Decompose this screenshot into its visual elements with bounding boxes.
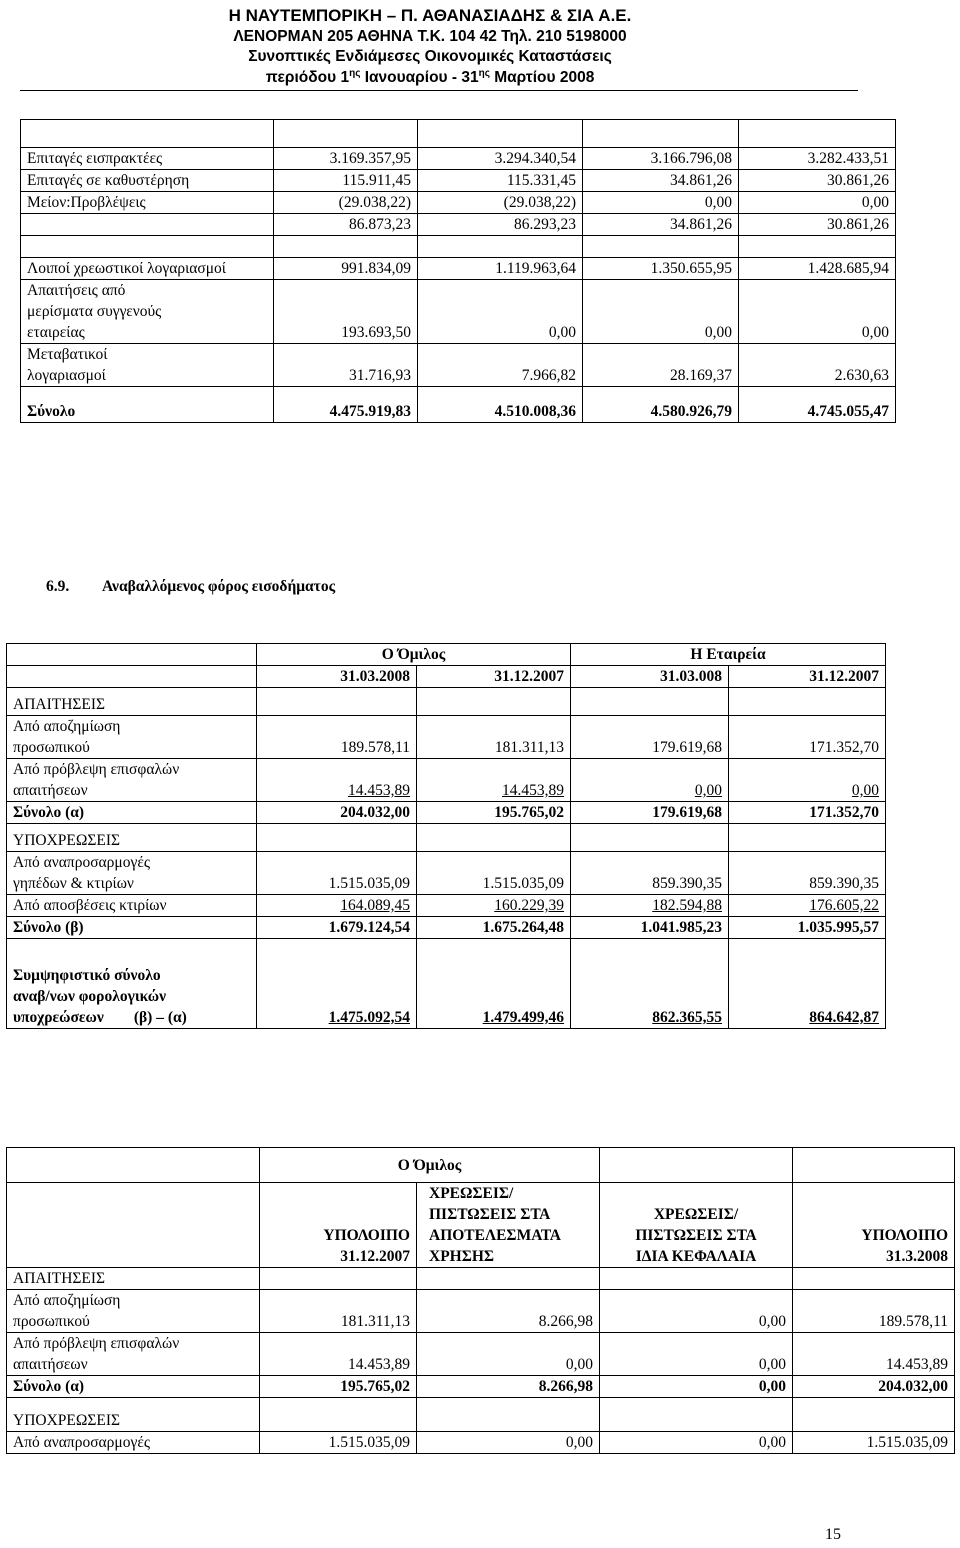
column-header: ΥΠΟΛΟΙΠΟ 31.3.2008: [793, 1183, 955, 1268]
cell-value: 189.578,11: [793, 1290, 955, 1333]
receivables-table: [20, 119, 896, 423]
section-label: ΥΠΟΧΡΕΩΣΕΙΣ: [7, 1398, 260, 1432]
cell-value: 0,00: [418, 280, 583, 344]
column-header: ΧΡΕΩΣΕΙΣ/ ΠΙΣΤΩΣΕΙΣ ΣΤΑ ΑΠΟΤΕΛΕΣΜΑΤΑ ΧΡΗΣΗΣ: [417, 1183, 600, 1268]
column-date: 31.03.008: [571, 666, 729, 688]
column-date: 31.12.2007: [729, 666, 886, 688]
group-header: Ο Όμιλος: [257, 644, 571, 666]
cell-value: 0,00: [739, 280, 896, 344]
total-value: 4.745.055,47: [739, 387, 896, 423]
row-label: Από πρόβλεψη επισφαλών απαιτήσεων: [7, 759, 257, 802]
cell-value: 859.390,35: [729, 852, 886, 895]
table-row: [21, 280, 896, 344]
cell-value: 176.605,22: [809, 897, 880, 914]
cell-value: 1.515.035,09: [257, 852, 417, 895]
total-row: [21, 387, 896, 423]
row-label: Μεταβατικοί λογαριασμοί: [21, 344, 274, 387]
cell-value: 0,00: [583, 280, 739, 344]
cell-value: 0,00: [739, 192, 896, 214]
total-value: 204.032,00: [793, 1376, 955, 1398]
row-label: Επιταγές σε καθυστέρηση: [21, 170, 274, 192]
row-label: Μείον:Προβλέψεις: [21, 192, 274, 214]
row-label: [21, 214, 274, 236]
cell-value: 0,00: [694, 782, 723, 799]
table-row: [7, 824, 886, 852]
section-label: ΥΠΟΧΡΕΩΣΕΙΣ: [7, 824, 257, 852]
cell-value: 3.294.340,54: [418, 148, 583, 170]
total-value: 171.352,70: [729, 802, 886, 824]
section-label: ΑΠΑΙΤΗΣΕΙΣ: [7, 688, 257, 716]
total-value: 4.580.926,79: [583, 387, 739, 423]
cell-value: 2.630,63: [739, 344, 896, 387]
total-value: 179.619,68: [571, 802, 729, 824]
cell-value: 0,00: [417, 1432, 600, 1454]
table-row: [21, 258, 896, 280]
total-value: 195.765,02: [417, 802, 571, 824]
cell-value: 7.966,82: [418, 344, 583, 387]
table-row: [7, 1432, 955, 1454]
table-row: [21, 236, 896, 258]
cell-value: 14.453,89: [502, 782, 565, 799]
document-header: [0, 6, 860, 88]
cell-value: 14.453,89: [793, 1333, 955, 1376]
table-header-row: [7, 666, 886, 688]
total-value: 4.510.008,36: [418, 387, 583, 423]
table-header-row: [7, 644, 886, 666]
row-label: Από αποζημίωση προσωπικού: [7, 1290, 260, 1333]
row-label: Από αναπροσαρμογές γηπέδων & κτιρίων: [7, 852, 257, 895]
cell-value: 991.834,09: [274, 258, 418, 280]
total-value: 1.679.124,54: [257, 917, 417, 939]
cell-value: 0,00: [583, 192, 739, 214]
column-header: ΧΡΕΩΣΕΙΣ/ ΠΙΣΤΩΣΕΙΣ ΣΤΑ ΙΔΙΑ ΚΕΦΑΛΑΙΑ: [600, 1183, 793, 1268]
cell-value: 1.515.035,09: [260, 1432, 417, 1454]
table-row: [7, 1398, 955, 1432]
row-label: Από αναπροσαρμογές: [7, 1432, 260, 1454]
total-row: [7, 917, 886, 939]
cell-value: 179.619,68: [571, 716, 729, 759]
cell-value: 0,00: [600, 1333, 793, 1376]
total-value: 0,00: [600, 1376, 793, 1398]
table-row: [7, 688, 886, 716]
row-label: Από αποζημίωση προσωπικού: [7, 716, 257, 759]
cell-value: 171.352,70: [729, 716, 886, 759]
cell-value: 115.331,45: [418, 170, 583, 192]
table-row: [7, 895, 886, 917]
table-row: [21, 192, 896, 214]
total-row: [7, 1376, 955, 1398]
cell-value: 193.693,50: [274, 280, 418, 344]
cell-value: (29.038,22): [274, 192, 418, 214]
cell-value: 115.911,45: [274, 170, 418, 192]
section-title: Αναβαλλόμενος φόρος εισοδήματος: [102, 578, 336, 595]
total-label: Σύνολο (α): [7, 802, 257, 824]
table-row: [7, 1268, 955, 1290]
section-number: 6.9.: [46, 578, 70, 595]
page-number: 15: [825, 1526, 841, 1543]
cell-value: 0,00: [600, 1432, 793, 1454]
table-row: [21, 148, 896, 170]
table-row: [21, 120, 896, 148]
cell-value: 86.293,23: [418, 214, 583, 236]
cell-value: 181.311,13: [260, 1290, 417, 1333]
total-value: 195.765,02: [260, 1376, 417, 1398]
cell-value: 31.716,93: [274, 344, 418, 387]
company-address: ΛΕΝΟΡΜΑΝ 205 ΑΘΗΝΑ Τ.Κ. 104 42 Τηλ. 210 5198000: [233, 27, 627, 45]
row-label: Απαιτήσεις από μερίσματα συγγενούς εταιρείας: [21, 280, 274, 344]
column-date: 31.12.2007: [417, 666, 571, 688]
cell-value: 3.169.357,95: [274, 148, 418, 170]
table-row: [21, 170, 896, 192]
deferred-tax-movement-table: [6, 1147, 955, 1454]
total-value: 862.365,55: [652, 1009, 723, 1026]
table-row: [21, 344, 896, 387]
cell-value: 28.169,37: [583, 344, 739, 387]
company-header: Η Εταιρεία: [571, 644, 886, 666]
total-value: 1.479.499,46: [482, 1009, 565, 1026]
cell-value: 14.453,89: [260, 1333, 417, 1376]
row-label: Από πρόβλεψη επισφαλών απαιτήσεων: [7, 1333, 260, 1376]
row-label: Από αποσβέσεις κτιρίων: [7, 895, 257, 917]
table-row: [7, 852, 886, 895]
table-header-row: [7, 1148, 955, 1183]
cell-value: 8.266,98: [417, 1290, 600, 1333]
table-row: [7, 716, 886, 759]
header-divider: [20, 90, 858, 91]
cell-value: 1.428.685,94: [739, 258, 896, 280]
statements-title: Συνοπτικές Ενδιάμεσες Οικονομικές Καταστάσεις: [248, 48, 612, 65]
table-row: [7, 1290, 955, 1333]
total-label: Σύνολο (β): [7, 917, 257, 939]
cell-value: 182.594,88: [652, 897, 723, 914]
net-total-label: Συμψηφιστικό σύνολο αναβ/νων φορολογικών υποχρεώσεων (β) – (α): [7, 939, 257, 1029]
cell-value: 181.311,13: [417, 716, 571, 759]
column-header: ΥΠΟΛΟΙΠΟ 31.12.2007: [260, 1183, 417, 1268]
cell-value: 859.390,35: [571, 852, 729, 895]
cell-value: 3.282.433,51: [739, 148, 896, 170]
total-value: 1.475.092,54: [328, 1009, 410, 1026]
cell-value: 160.229,39: [494, 897, 565, 914]
net-total-row: [7, 939, 886, 1029]
cell-value: 0,00: [851, 782, 880, 799]
total-value: 1.675.264,48: [417, 917, 571, 939]
company-name: Η ΝΑΥΤΕΜΠΟΡΙΚΗ – Π. ΑΘΑΝΑΣΙΑΔΗΣ & ΣΙΑ Α.Ε.: [228, 6, 632, 25]
cell-value: 0,00: [417, 1333, 600, 1376]
total-value: 1.041.985,23: [571, 917, 729, 939]
row-label: Λοιποί χρεωστικοί λογαριασμοί: [21, 258, 274, 280]
cell-value: 34.861,26: [583, 170, 739, 192]
deferred-tax-table: [6, 643, 886, 1029]
group-header: Ο Όμιλος: [260, 1148, 600, 1183]
cell-value: 30.861,26: [739, 214, 896, 236]
cell-value: 1.515.035,09: [793, 1432, 955, 1454]
total-value: 8.266,98: [417, 1376, 600, 1398]
cell-value: 86.873,23: [274, 214, 418, 236]
column-date: 31.03.2008: [257, 666, 417, 688]
cell-value: 30.861,26: [739, 170, 896, 192]
table-row: [7, 759, 886, 802]
section-label: ΑΠΑΙΤΗΣΕΙΣ: [7, 1268, 260, 1290]
table-row: [7, 1333, 955, 1376]
cell-value: (29.038,22): [418, 192, 583, 214]
cell-value: 34.861,26: [583, 214, 739, 236]
cell-value: 3.166.796,08: [583, 148, 739, 170]
total-value: 1.035.995,57: [729, 917, 886, 939]
row-label: Επιταγές εισπρακτέες: [21, 148, 274, 170]
cell-value: 1.350.655,95: [583, 258, 739, 280]
cell-value: 1.119.963,64: [418, 258, 583, 280]
cell-value: 164.089,45: [340, 897, 410, 914]
section-heading: [46, 578, 335, 596]
period-title: περιόδου $1^{\eta\varsigma}$ Ιανουαρίου - $31^{\eta\varsigma}$ Μαρτίου 2008: [265, 67, 595, 86]
total-value: 204.032,00: [257, 802, 417, 824]
table-row: [21, 214, 896, 236]
total-label: Σύνολο: [21, 387, 274, 423]
cell-value: 189.578,11: [257, 716, 417, 759]
table-header-row: [7, 1183, 955, 1268]
total-value: 4.475.919,83: [274, 387, 418, 423]
cell-value: 0,00: [600, 1290, 793, 1333]
total-label: Σύνολο (α): [7, 1376, 260, 1398]
total-value: 864.642,87: [809, 1009, 880, 1026]
total-row: [7, 802, 886, 824]
cell-value: 14.453,89: [348, 782, 410, 799]
cell-value: 1.515.035,09: [417, 852, 571, 895]
